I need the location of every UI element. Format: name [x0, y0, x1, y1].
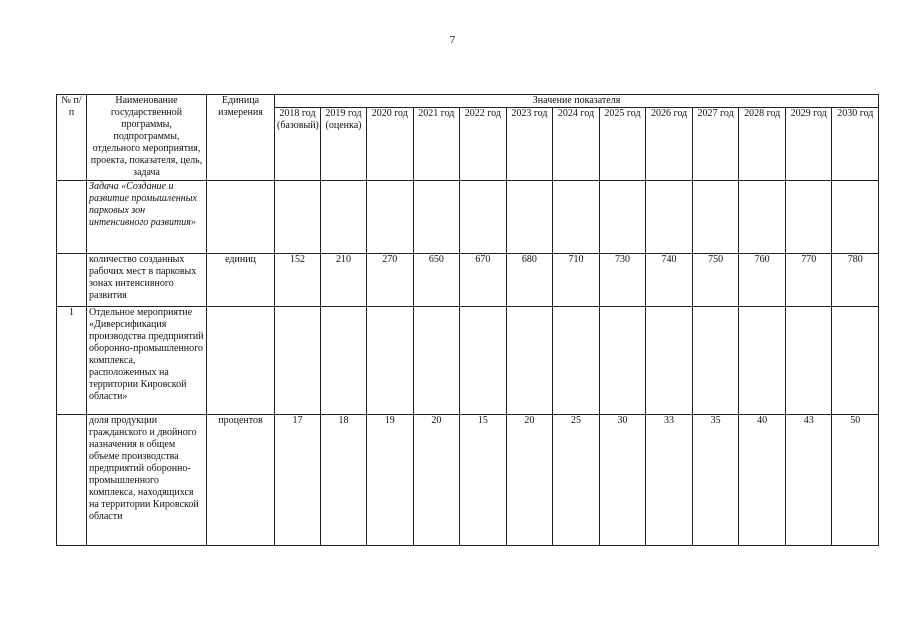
value-cell: [832, 307, 879, 415]
value-cell: [275, 307, 321, 415]
row-name: Задача «Создание и развитие промышленных парковых зон интенсивного развития»: [87, 181, 207, 254]
header-year: 2028 год: [739, 108, 786, 181]
row-unit: процентов: [207, 415, 275, 546]
value-cell: 740: [646, 254, 693, 307]
value-cell: 20: [506, 415, 553, 546]
header-year: 2022 год: [460, 108, 507, 181]
value-cell: 19: [367, 415, 414, 546]
value-cell: 750: [692, 254, 739, 307]
table-row: [57, 254, 879, 307]
header-year: 2029 год: [785, 108, 832, 181]
header-row: [57, 95, 879, 108]
header-year: 2027 год: [692, 108, 739, 181]
table-row: [57, 181, 879, 254]
value-cell: [692, 307, 739, 415]
page-number: 7: [449, 34, 456, 46]
value-cell: [832, 181, 879, 254]
value-cell: [367, 181, 414, 254]
header-year: 2020 год: [367, 108, 414, 181]
header-year: 2025 год: [599, 108, 646, 181]
value-cell: [460, 307, 507, 415]
value-cell: [321, 181, 367, 254]
value-cell: [506, 307, 553, 415]
value-cell: 17: [275, 415, 321, 546]
value-cell: [599, 181, 646, 254]
value-cell: [739, 307, 786, 415]
header-year: 2019 год (оценка): [321, 108, 367, 181]
header-year: 2024 год: [553, 108, 600, 181]
row-unit: [207, 307, 275, 415]
value-cell: [413, 181, 460, 254]
row-num: 1: [57, 307, 87, 415]
value-cell: 43: [785, 415, 832, 546]
value-cell: [553, 181, 600, 254]
value-cell: 40: [739, 415, 786, 546]
row-name: доля продукции гражданского и двойного назначения в общем объеме производства предприятий оборонно-промышленного комплекса, находящихся на территории Кировской области: [87, 415, 207, 546]
value-cell: 760: [739, 254, 786, 307]
value-cell: 650: [413, 254, 460, 307]
value-cell: [739, 181, 786, 254]
header-unit: Единица измерения: [207, 95, 275, 181]
header-year: 2023 год: [506, 108, 553, 181]
value-cell: [506, 181, 553, 254]
value-cell: [275, 181, 321, 254]
value-cell: 25: [553, 415, 600, 546]
value-cell: 33: [646, 415, 693, 546]
value-cell: 770: [785, 254, 832, 307]
value-cell: [646, 181, 693, 254]
header-num: № п/п: [57, 95, 87, 181]
value-cell: [553, 307, 600, 415]
header-value-group: Значение показателя: [275, 95, 879, 108]
row-num: [57, 181, 87, 254]
value-cell: 210: [321, 254, 367, 307]
value-cell: 35: [692, 415, 739, 546]
row-name: Отдельное мероприятие «Диверсификация производства предприятий оборонно-промышленного комплекса, расположенных на территории Кировской области»: [87, 307, 207, 415]
header-name: Наименование государственной программы, подпрограммы, отдельного мероприятия, проекта, показателя, цель, задача: [87, 95, 207, 181]
table-row: [57, 415, 879, 546]
value-cell: [599, 307, 646, 415]
value-cell: 670: [460, 254, 507, 307]
value-cell: [785, 181, 832, 254]
value-cell: [692, 181, 739, 254]
value-cell: 730: [599, 254, 646, 307]
value-cell: [785, 307, 832, 415]
row-unit: [207, 181, 275, 254]
row-name: количество созданных рабочих мест в парковых зонах интенсивного развития: [87, 254, 207, 307]
value-cell: [413, 307, 460, 415]
value-cell: 50: [832, 415, 879, 546]
indicators-table: [56, 94, 879, 546]
value-cell: 18: [321, 415, 367, 546]
header-year: 2018 год (базовый): [275, 108, 321, 181]
value-cell: [321, 307, 367, 415]
row-num: [57, 254, 87, 307]
value-cell: 270: [367, 254, 414, 307]
value-cell: 20: [413, 415, 460, 546]
value-cell: 680: [506, 254, 553, 307]
header-year: 2030 год: [832, 108, 879, 181]
row-unit: единиц: [207, 254, 275, 307]
value-cell: [646, 307, 693, 415]
header-year: 2021 год: [413, 108, 460, 181]
value-cell: [460, 181, 507, 254]
value-cell: 30: [599, 415, 646, 546]
value-cell: 710: [553, 254, 600, 307]
header-year: 2026 год: [646, 108, 693, 181]
row-num: [57, 415, 87, 546]
value-cell: 780: [832, 254, 879, 307]
value-cell: 15: [460, 415, 507, 546]
value-cell: [367, 307, 414, 415]
table-row: [57, 307, 879, 415]
value-cell: 152: [275, 254, 321, 307]
